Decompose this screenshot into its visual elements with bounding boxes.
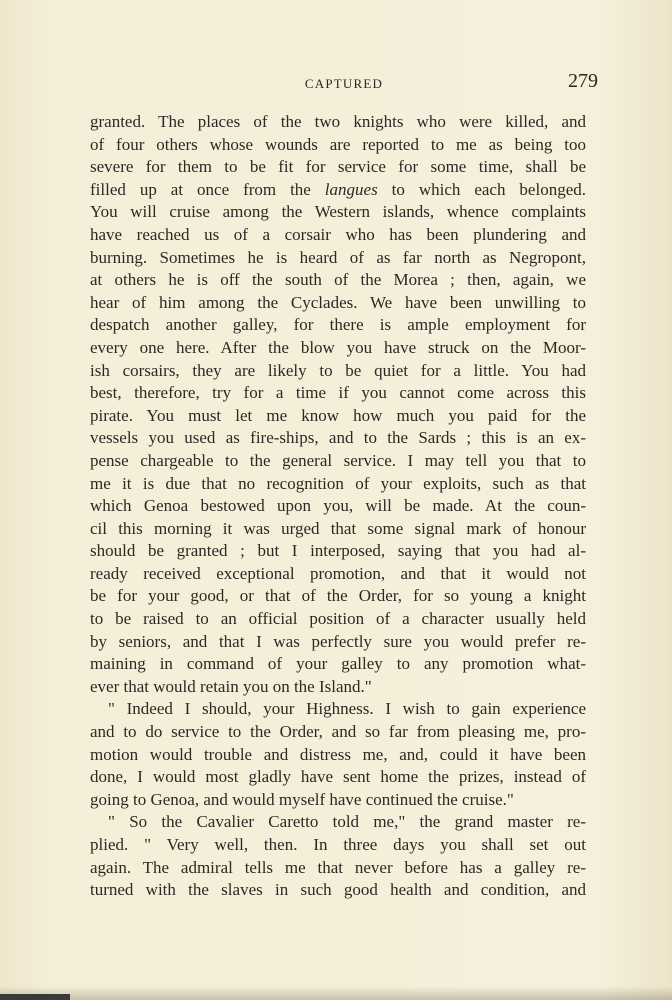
text-line: severe for them to be fit for service for some time, shall be [90, 157, 586, 177]
text-line: cil this morning it was urged that some signal mark of honour [90, 518, 586, 538]
italic-word: langues [324, 179, 378, 199]
text-line: You will cruise among the Western islands, whence complaints [90, 202, 586, 222]
text-line: of four others whose wounds are reported to me as being too [90, 134, 586, 154]
running-head: CAPTURED [304, 76, 384, 91]
text-line: hear of him among the Cyclades. We have been unwilling to [90, 292, 586, 312]
text-line: at others he is off the south of the Morea ; then, again, we [90, 270, 586, 290]
text-line: have reached us of a corsair who has been plundering and [90, 224, 586, 244]
text-line: filled up at once from the langues to which each belonged. [90, 179, 586, 199]
page-bottom-shadow [0, 986, 672, 1000]
body-text [90, 111, 586, 902]
text-line: done, I would most gladly have sent home the prizes, instead of [90, 767, 586, 787]
text-line: and to do service to the Order, and so far from pleasing me, pro- [90, 722, 586, 742]
text-line: going to Genoa, and would myself have continued the cruise." [90, 789, 514, 809]
text-line: every one here. After the blow you have struck on the Moor- [90, 337, 586, 357]
text-line: vessels you used as fire-ships, and to the Sards ; this is an ex- [90, 428, 586, 448]
text-line: ish corsairs, they are likely to be quiet for a little. You had [90, 360, 586, 380]
scan-edge-mark [0, 994, 70, 1000]
text-line: maining in command of your galley to any promotion what- [90, 654, 586, 674]
page-number: 279 [568, 70, 598, 92]
text-line: burning. Sometimes he is heard of as far north as Negropont, [90, 247, 586, 267]
text-line: again. The admiral tells me that never before has a galley re- [90, 857, 586, 877]
text-line: me it is due that no recognition of your exploits, such as that [90, 473, 586, 493]
text-line: should be granted ; but I interposed, saying that you had al- [90, 541, 586, 561]
text-line: which Genoa bestowed upon you, will be made. At the coun- [90, 496, 586, 516]
text-line: pirate. You must let me know how much you paid for the [90, 405, 586, 425]
text-line: ready received exceptional promotion, and that it would not [90, 563, 586, 583]
text-line: " So the Cavalier Caretto told me," the grand master re- [108, 812, 586, 832]
text-line: ever that would retain you on the Island." [90, 676, 372, 696]
text-line: best, therefore, try for a time if you cannot come across this [90, 383, 586, 403]
text-line: despatch another galley, for there is ample employment for [90, 315, 586, 335]
text-line: to be raised to an official position of a character usually held [90, 609, 586, 629]
text-line: by seniors, and that I was perfectly sure you would prefer re- [90, 631, 586, 651]
text-line: turned with the slaves in such good health and condition, and [90, 880, 586, 900]
text-line: motion would trouble and distress me, and, could it have been [90, 744, 586, 764]
text-line: be for your good, or that of the Order, for so young a knight [90, 586, 586, 606]
page-header [90, 70, 598, 100]
text-line: granted. The places of the two knights who were killed, and [90, 112, 586, 131]
text-line: plied. " Very well, then. In three days you shall set out [90, 835, 586, 854]
text-line: pense chargeable to the general service. I may tell you that to [90, 450, 586, 470]
text-line: " Indeed I should, your Highness. I wish to gain experience [108, 699, 586, 719]
